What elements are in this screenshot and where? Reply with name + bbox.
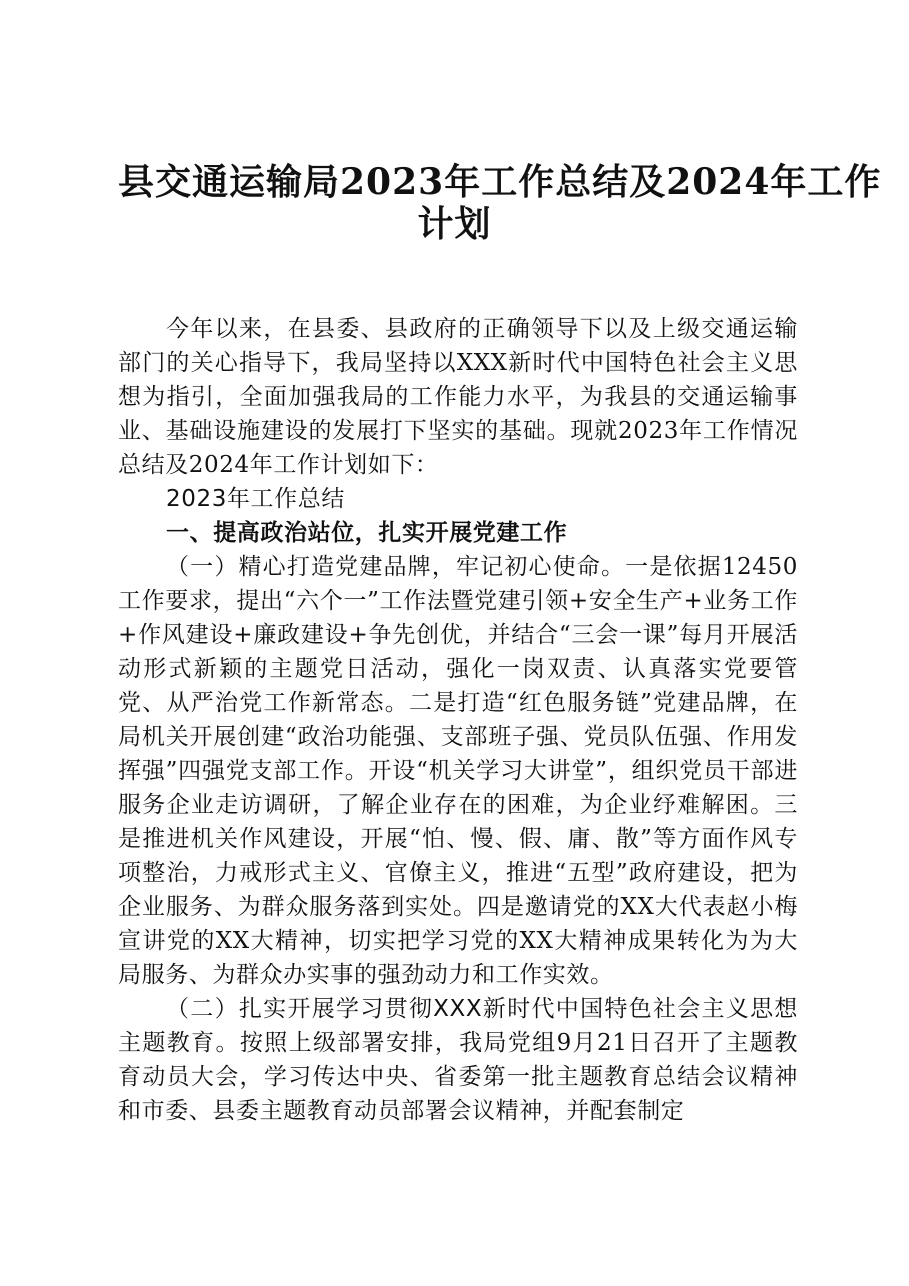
item2-lead: （二）扎实开展学习贯彻XXX新时代中国特色社会主义思想主题教育。 <box>118 996 798 1056</box>
section-heading: 2023年工作总结 <box>166 486 345 512</box>
document-title-line1: 县交通运输局2023年工作总结及2024年工作 <box>118 161 882 203</box>
intro-paragraph: 今年以来，在县委、县政府的正确领导下以及上级交通运输部门的关心指导下，我局坚持以XXX新时代中国特色社会主义思想为指引，全面加强我局的工作能力水平，为我县的交通运输事业、基础设施建设的发展打下坚实的基础。现就2023年工作情况总结及2024年工作计划如下： <box>118 316 798 478</box>
item2-paragraph <box>118 992 798 1128</box>
document-body <box>118 312 798 1128</box>
subsection-heading: 一、提高政治站位，扎实开展党建工作 <box>166 520 568 546</box>
item1-lead: （一）精心打造党建品牌，牢记初心使命。 <box>166 554 626 580</box>
item1-body: 一是依据12450工作要求，提出“六个一”工作法暨党建引领+安全生产+业务工作+作风建设+廉政建设+争先创优，并结合“三会一课”每月开展活动形式新颖的主题党日活动，强化一岗双责、认真落实党要管党、从严治党工作新常态。二是打造“红色服务链”党建品牌，在局机关开展创建“政治功能强、支部班子强、党员队伍强、作用发挥强”四强党支部工作。开设“机关学习大讲堂”，组织党员干部进服务企业走访调研，了解企业存在的困难，为企业纾难解困。三是推进机关作风建设，开展“怕、慢、假、庸、散”等方面作风专项整治，力戒形式主义、官僚主义，推进“五型”政府建设，把为企业服务、为群众服务落到实处。四是邀请党的XX大代表赵小梅宣讲党的XX大精神，切实把学习党的XX大精神成果转化为为大局服务、为群众办实事的强劲动力和工作实效。 <box>118 554 798 988</box>
item1-paragraph <box>118 550 798 992</box>
document-title-line2: 计划 <box>417 203 492 245</box>
item2-body: 按照上级部署安排，我局党组9月21日召开了主题教育动员大会，学习传达中央、省委第一批主题教育总结会议精神和市委、县委主题教育动员部署会议精神，并配套制定 <box>118 1030 798 1124</box>
